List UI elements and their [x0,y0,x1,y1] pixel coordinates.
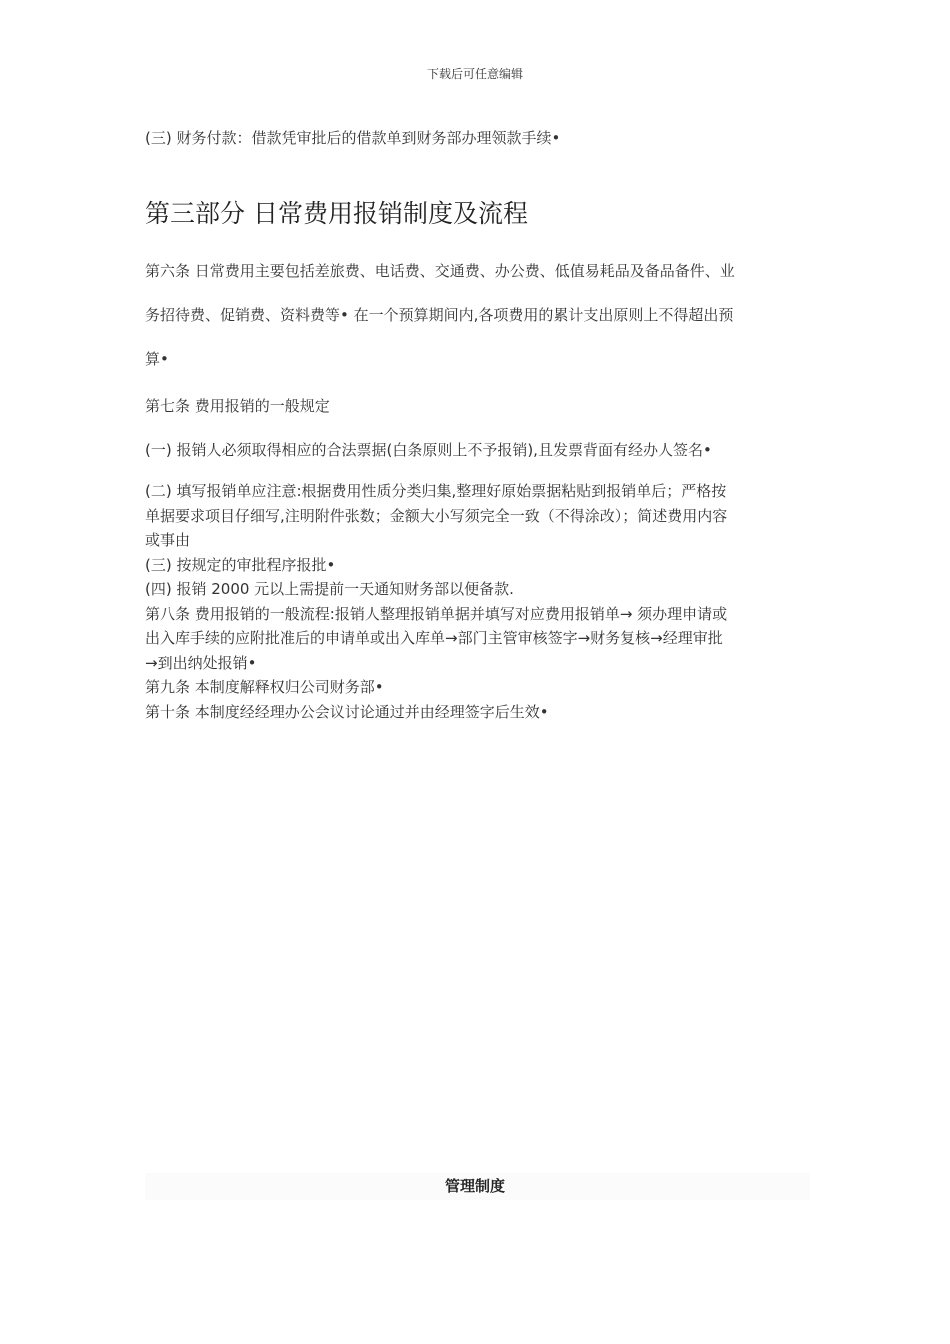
article-9: 第九条 本制度解释权归公司财务部• [145,678,384,696]
rule-2-line: (二) 填写报销单应注意:根据费用性质分类归集,整理好原始票据粘贴到报销单后；严格按 [145,482,727,500]
article-8-line: →到出纳处报销• [145,653,257,672]
article-8-line: 第八条 费用报销的一般流程:报销人整理报销单据并填写对应费用报销单→ 须办理申请或 [145,604,728,623]
finance-payment-paragraph: (三) 财务付款：借款凭审批后的借款单到财务部办理领款手续• [145,129,561,147]
rule-2-line: 单据要求项目仔细写,注明附件张数；金额大小写须完全一致（不得涂改）；简述费用内容 [145,506,728,525]
footer-label: 管理制度 [444,1177,505,1195]
article-8-line: 出入库手续的应附批准后的申请单或出入库单→部门主管审核签字→财务复核→经理审批 [145,629,723,647]
article-6-line: 第六条 日常费用主要包括差旅费、电话费、交通费、办公费、低值易耗品及备品备件、业 [145,262,735,280]
article-6-line: 务招待费、促销费、资料费等• 在一个预算期间内,各项费用的累计支出原则上不得超出预 [145,306,734,324]
rule-2-line: 或事由 [145,531,191,549]
rule-4: (四) 报销 2000 元以上需提前一天通知财务部以便备款. [145,580,514,598]
article-7-title: 第七条 费用报销的一般规定 [145,397,330,415]
section-title: 第三部分 日常费用报销制度及流程 [145,199,528,228]
page-header-note: 下载后可任意编辑 [426,67,523,81]
article-10: 第十条 本制度经经理办公会议讨论通过并由经理签字后生效• [145,702,549,721]
rule-3: (三) 按规定的审批程序报批• [145,555,336,574]
article-6-line: 算• [145,350,169,368]
rule-1: (一) 报销人必须取得相应的合法票据(白条原则上不予报销),且发票背面有经办人签名• [145,441,712,459]
